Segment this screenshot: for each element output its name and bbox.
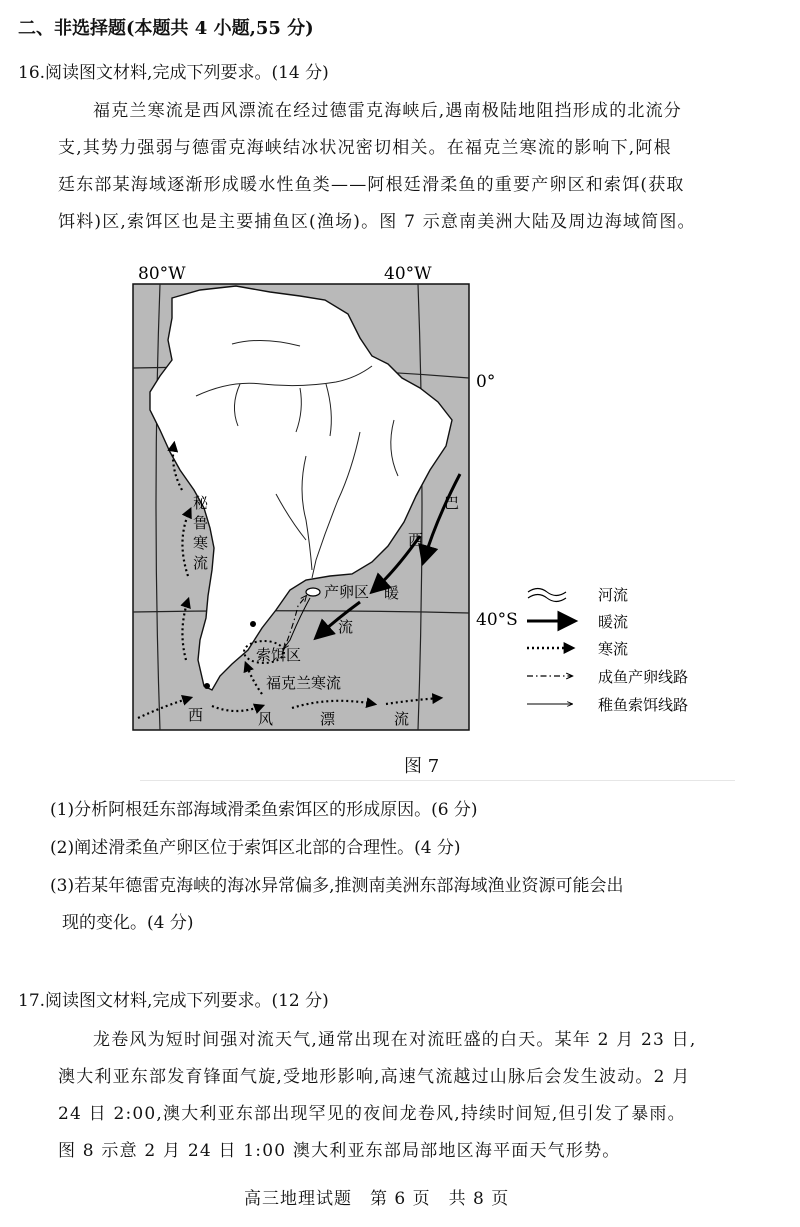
q16-line-2: 支,其势力强弱与德雷克海峡结冰状况密切相关。在福克兰寒流的影响下,阿根 [58, 138, 672, 158]
page-footer: 高三地理试题 第 6 页 共 8 页 [244, 1189, 510, 1209]
label-brazil-current-4: 流 [338, 618, 354, 636]
legend-label-river: 河流 [598, 586, 629, 604]
q16-sub-3-cont: 现的变化。(4 分) [62, 913, 194, 933]
figure-divider [140, 780, 735, 781]
figure-7-map [0, 250, 800, 750]
legend-label-feeding-route: 稚鱼索饵线路 [598, 696, 689, 714]
q16-line-3: 廷东部某海域逐渐形成暖水性鱼类——阿根廷滑柔鱼的重要产卵区和索饵(获取 [58, 175, 685, 195]
legend-label-spawning-route: 成鱼产卵线路 [598, 668, 689, 686]
q17-line-4: 图 8 示意 2 月 24 日 1:00 澳大利亚东部局部地区海平面天气形势。 [58, 1141, 621, 1161]
label-brazil-current-2: 西 [408, 531, 424, 549]
legend-symbol-river-2 [528, 595, 566, 602]
label-lat-0: 0° [476, 372, 496, 392]
label-peru-current-1: 秘 [193, 494, 209, 512]
label-west-wind-drift-1: 西 [188, 706, 204, 724]
spawning-area-marker [306, 588, 320, 596]
q16-sub-1: (1)分析阿根廷东部海域滑柔鱼索饵区的形成原因。(6 分) [50, 800, 478, 820]
q16-sub-2: (2)阐述滑柔鱼产卵区位于索饵区北部的合理性。(4 分) [50, 838, 461, 858]
port-dot-2 [204, 683, 210, 689]
label-peru-current-2: 鲁 [193, 514, 209, 532]
figure-7-caption: 图 7 [404, 756, 440, 777]
q16-line-1: 福克兰寒流是西风漂流在经过德雷克海峡后,遇南极陆地阻挡形成的北流分 [93, 101, 683, 121]
q17-line-2: 澳大利亚东部发育锋面气旋,受地形影响,高速气流越过山脉后会发生波动。2 月 [58, 1067, 691, 1087]
q17-line-3: 24 日 2:00,澳大利亚东部出现罕见的夜间龙卷风,持续时间短,但引发了暴雨。 [58, 1104, 686, 1124]
map-legend [527, 586, 688, 714]
q16-heading: 16.阅读图文材料,完成下列要求。(14 分) [18, 63, 329, 83]
port-dot-1 [250, 621, 256, 627]
label-west-wind-drift-2: 风 [258, 710, 274, 728]
section-title: 二、非选择题(本题共 4 小题,55 分) [18, 18, 314, 39]
label-peru-current-4: 流 [193, 554, 209, 572]
q16-line-4: 饵料)区,索饵区也是主要捕鱼区(渔场)。图 7 示意南美洲大陆及周边海域简图。 [58, 212, 696, 232]
q17-line-1: 龙卷风为短时间强对流天气,通常出现在对流旺盛的白天。某年 2 月 23 日, [93, 1030, 697, 1050]
legend-symbol-river [528, 589, 566, 596]
q17-heading: 17.阅读图文材料,完成下列要求。(12 分) [18, 991, 329, 1011]
label-feeding-area: 索饵区 [256, 646, 302, 664]
label-lon-80w: 80°W [138, 264, 186, 284]
label-brazil-current-3: 暖 [384, 584, 400, 602]
label-lon-40w: 40°W [384, 264, 432, 284]
label-west-wind-drift-3: 漂 [320, 710, 336, 728]
label-brazil-current-1: 巴 [444, 494, 460, 512]
q16-sub-3: (3)若某年德雷克海峡的海冰异常偏多,推测南美洲东部海域渔业资源可能会出 [50, 876, 624, 896]
label-west-wind-drift-4: 流 [394, 710, 410, 728]
label-spawning-area: 产卵区 [324, 583, 370, 601]
legend-label-warm-current: 暖流 [598, 613, 629, 631]
legend-label-cold-current: 寒流 [598, 640, 629, 658]
label-falkland-current: 福克兰寒流 [266, 674, 342, 692]
label-lat-40s: 40°S [476, 610, 518, 630]
label-peru-current-3: 寒 [193, 534, 209, 552]
